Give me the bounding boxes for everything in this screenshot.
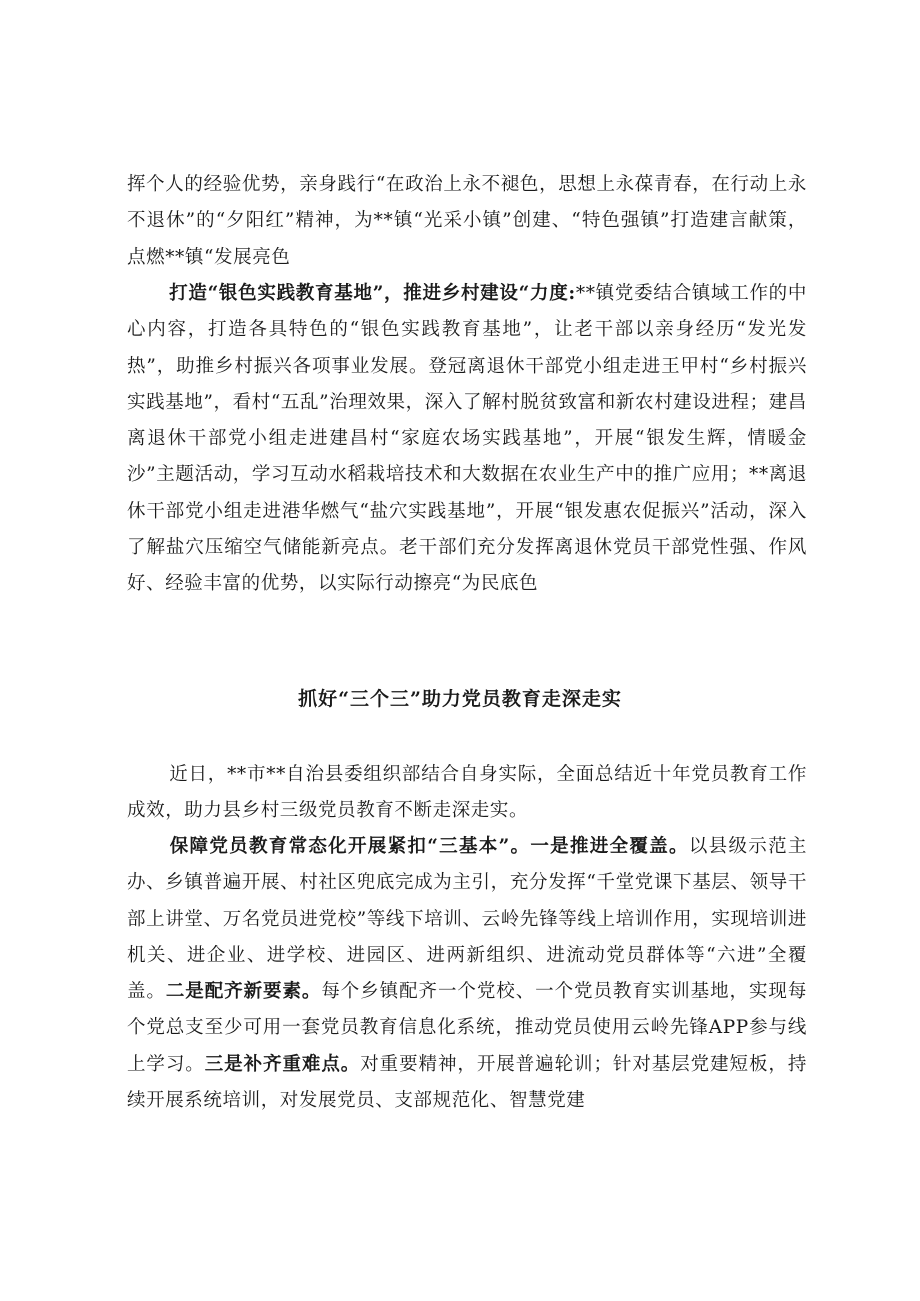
paragraph-bold-2: 二是配齐新要素。 [165,981,322,1003]
paragraph-text-2: 每个乡镇配齐一个党校、一个党员教育实训基地，实现每个党总支至少可用一套党员教育信息化系统，推动党员使用云岭先锋APP参与线上学习。 [127,981,807,1075]
paragraph-text: 挥个人的经验优势，亲身践行“在政治上永不褪色，思想上永葆青春，在行动上永不退休”的“夕阳红”精神，为**镇“光采小镇”创建、“特色强镇”打造建言献策，点燃**镇“发展亮色 [127,174,807,268]
paragraph-text-3: 对重要精神，开展普遍轮训；针对基层党建短板，持续开展系统培训，对发展党员、支部规范化、智慧党建 [127,1053,807,1112]
paragraph-experience [127,167,807,276]
paragraph-bold-1: 保障党员教育常态化开展紧扣“三基本”。一是推进全覆盖。 [169,836,689,857]
paragraph-text-1: 以县级示范主办、乡镇普遍开展、村社区兜底完成为主引，充分发挥“千堂党课下基层、领导干部上讲堂、万名党员进党校”等线下培训、云岭先锋等线上培训作用，实现培训进机关、进企业、进学校、进园区、进两新组织、进流动党员群体等“六进”全覆盖。 [127,836,808,1003]
paragraph-lead-bold: 打造“银色实践教育基地”，推进乡村建设“力度: [169,283,576,304]
paragraph-intro [127,757,807,830]
paragraph-bold-3: 三是补齐重难点。 [204,1053,361,1075]
paragraph-three-basics [127,829,807,1119]
paragraph-text: **镇党委结合镇域工作的中心内容，打造各具特色的“银色实践教育基地”，让老干部以亲身经历“发光发热”，助推乡村振兴各项事业发展。登冠离退休干部党小组走进王甲村“乡村振兴实践基地”，看村“五乱”治理效果，深入了解村脱贫致富和新农村建设进程；建昌离退休干部党小组走进建昌村“家庭农场实践基地”，开展“银发生辉，情暖金沙”主题活动，学习互动水稻栽培技术和大数据在农业生产中的推广应用；**离退休干部党小组走进港华燃气“盐穴实践基地”，开展“银发惠农促振兴”活动，深入了解盐穴压缩空气储能新亮点。老干部们充分发挥离退休党员干部党性强、作风好、经验丰富的优势，以实际行动擦亮“为民底色 [127,283,807,595]
paragraph-text: 近日，**市**自治县委组织部结合自身实际，全面总结近十年党员教育工作成效，助力县乡村三级党员教育不断走深走实。 [127,764,807,822]
paragraph-silver-base [127,276,807,603]
section-heading: 抓好“三个三”助力党员教育走深走实 [298,688,622,710]
